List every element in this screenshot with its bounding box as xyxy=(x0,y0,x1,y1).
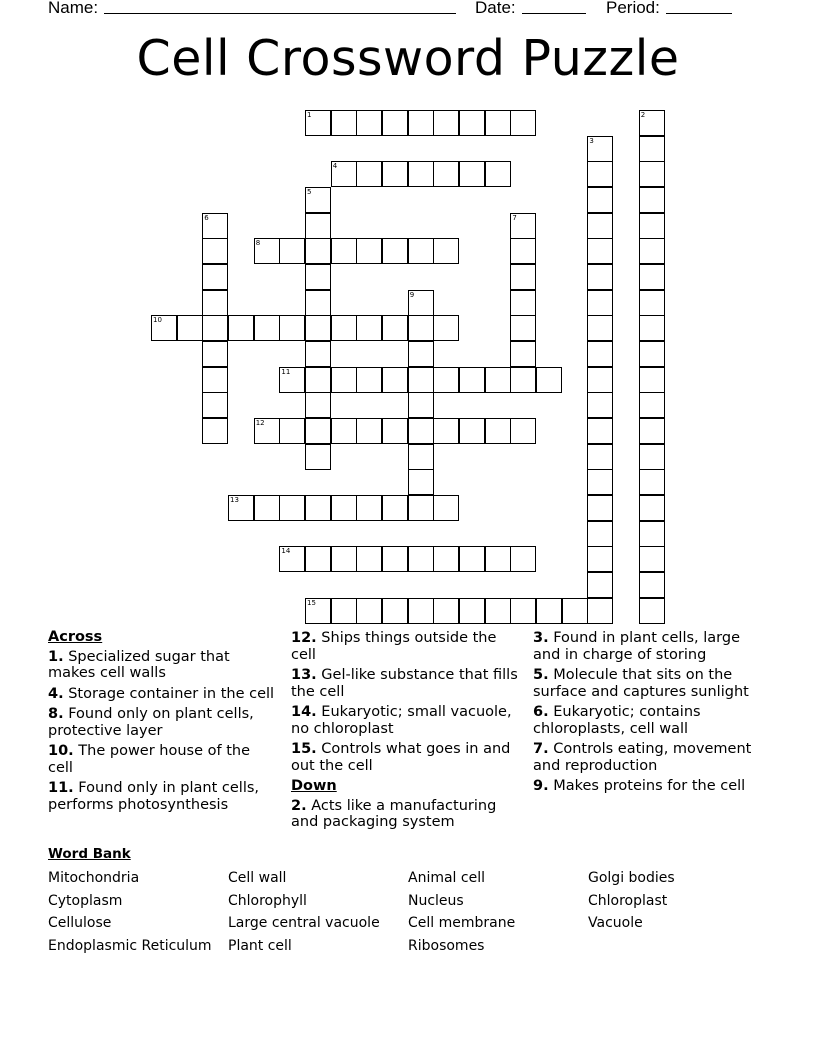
crossword-cell[interactable] xyxy=(459,367,485,393)
crossword-cell[interactable] xyxy=(639,187,665,213)
word-bank-column-1 xyxy=(48,867,212,957)
crossword-cell[interactable] xyxy=(356,598,382,624)
crossword-cell[interactable] xyxy=(408,341,434,367)
clue-across-15: 15. Controls what goes in and out the cell xyxy=(291,741,511,774)
crossword-cell[interactable] xyxy=(510,264,536,290)
crossword-cell[interactable] xyxy=(587,598,613,624)
crossword-cell[interactable] xyxy=(331,238,357,264)
crossword-cell[interactable] xyxy=(639,161,665,187)
crossword-cell[interactable] xyxy=(408,495,434,521)
crossword-cell[interactable] xyxy=(305,367,331,393)
crossword-cell[interactable] xyxy=(639,341,665,367)
crossword-cell[interactable] xyxy=(587,290,613,316)
word-bank-item: Plant cell xyxy=(228,937,292,954)
crossword-cell[interactable] xyxy=(305,495,331,521)
crossword-cell[interactable] xyxy=(587,444,613,470)
word-bank-item: Ribosomes xyxy=(408,937,485,954)
crossword-cell[interactable] xyxy=(433,495,459,521)
crossword-cell[interactable] xyxy=(536,598,562,624)
crossword-cell[interactable] xyxy=(587,161,613,187)
across-heading: Across xyxy=(48,629,103,645)
crossword-cell[interactable] xyxy=(587,418,613,444)
crossword-cell[interactable] xyxy=(382,367,408,393)
crossword-cell[interactable] xyxy=(305,341,331,367)
crossword-cell[interactable] xyxy=(305,598,331,624)
clue-number: 15 xyxy=(307,598,316,607)
crossword-cell[interactable] xyxy=(202,418,228,444)
crossword-cell[interactable] xyxy=(433,315,459,341)
crossword-cell[interactable] xyxy=(408,444,434,470)
crossword-cell[interactable] xyxy=(305,418,331,444)
crossword-cell[interactable] xyxy=(587,264,613,290)
crossword-cell[interactable] xyxy=(382,598,408,624)
crossword-cell[interactable] xyxy=(408,392,434,418)
crossword-cell[interactable] xyxy=(587,495,613,521)
crossword-cell[interactable] xyxy=(331,546,357,572)
crossword-cell[interactable] xyxy=(510,110,536,136)
crossword-cell[interactable] xyxy=(639,110,665,136)
crossword-cell[interactable] xyxy=(331,315,357,341)
clues-column-2 xyxy=(291,630,519,835)
crossword-cell[interactable] xyxy=(305,238,331,264)
crossword-cell[interactable] xyxy=(382,110,408,136)
clue-down-9: 9. Makes proteins for the cell xyxy=(533,778,746,794)
crossword-cell[interactable] xyxy=(202,290,228,316)
crossword-cell[interactable] xyxy=(408,418,434,444)
crossword-cell[interactable] xyxy=(639,213,665,239)
crossword-cell[interactable] xyxy=(279,315,305,341)
crossword-cell[interactable] xyxy=(408,110,434,136)
crossword-cell[interactable] xyxy=(433,161,459,187)
date-label: Date: xyxy=(475,0,516,17)
clue-across-1: 1. Specialized sugar that makes cell walls xyxy=(48,648,230,681)
crossword-cell[interactable] xyxy=(408,315,434,341)
clue-down-2: 2. Acts like a manufacturing and packaging system xyxy=(291,797,497,830)
clue-number: 8 xyxy=(255,239,261,248)
word-bank-item: Cell membrane xyxy=(408,915,516,931)
crossword-cell[interactable] xyxy=(279,367,305,393)
clue-down-7: 7. Controls eating, movement and reproduction xyxy=(533,741,752,774)
crossword-cell[interactable] xyxy=(459,418,485,444)
crossword-cell[interactable] xyxy=(639,264,665,290)
crossword-cell[interactable] xyxy=(639,367,665,393)
crossword-cell[interactable] xyxy=(510,213,536,239)
down-heading: Down xyxy=(291,778,337,794)
crossword-cell[interactable] xyxy=(356,238,382,264)
crossword-cell[interactable] xyxy=(587,469,613,495)
crossword-cell[interactable] xyxy=(459,546,485,572)
crossword-cell[interactable] xyxy=(510,418,536,444)
crossword-cell[interactable] xyxy=(408,290,434,316)
crossword-cell[interactable] xyxy=(433,110,459,136)
crossword-cell[interactable] xyxy=(382,315,408,341)
crossword-cell[interactable] xyxy=(639,392,665,418)
crossword-cell[interactable] xyxy=(587,572,613,598)
crossword-cell[interactable] xyxy=(587,392,613,418)
crossword-cell[interactable] xyxy=(639,136,665,162)
word-bank-item: Vacuole xyxy=(588,915,643,931)
clue-across-14: 14. Eukaryotic; small vacuole, no chloroplast xyxy=(291,704,512,737)
crossword-cell[interactable] xyxy=(305,187,331,213)
crossword-cell[interactable] xyxy=(254,238,280,264)
crossword-cell[interactable] xyxy=(202,341,228,367)
crossword-cell[interactable] xyxy=(639,290,665,316)
clue-number: 2 xyxy=(640,111,646,119)
crossword-cell[interactable] xyxy=(305,110,331,136)
crossword-cell[interactable] xyxy=(639,598,665,624)
crossword-cell[interactable] xyxy=(382,546,408,572)
crossword-cell[interactable] xyxy=(356,161,382,187)
clue-number: 5 xyxy=(307,188,312,196)
crossword-cell[interactable] xyxy=(587,546,613,572)
crossword-cell[interactable] xyxy=(356,495,382,521)
crossword-cell[interactable] xyxy=(485,161,511,187)
clue-down-3: 3. Found in plant cells, large and in charge of storing xyxy=(533,630,741,663)
clue-number: 11 xyxy=(281,367,291,376)
crossword-cell[interactable] xyxy=(305,290,331,316)
clue-across-10: 10. The power house of the cell xyxy=(48,743,251,776)
crossword-cell[interactable] xyxy=(639,315,665,341)
crossword-cell[interactable] xyxy=(587,213,613,239)
crossword-cell[interactable] xyxy=(433,238,459,264)
word-bank-title: Word Bank xyxy=(48,846,131,862)
crossword-cell[interactable] xyxy=(202,367,228,393)
crossword-cell[interactable] xyxy=(485,598,511,624)
word-bank-item: Nucleus xyxy=(408,892,464,909)
crossword-cell[interactable] xyxy=(331,418,357,444)
crossword-cell[interactable] xyxy=(459,598,485,624)
crossword-cell[interactable] xyxy=(587,341,613,367)
crossword-cell[interactable] xyxy=(305,315,331,341)
crossword-cell[interactable] xyxy=(639,469,665,495)
clue-number: 9 xyxy=(409,290,415,299)
crossword-cell[interactable] xyxy=(305,264,331,290)
crossword-cell[interactable] xyxy=(408,598,434,624)
crossword-cell[interactable] xyxy=(639,238,665,264)
crossword-cell[interactable] xyxy=(356,546,382,572)
crossword-cell[interactable] xyxy=(510,290,536,316)
clue-number: 3 xyxy=(589,136,594,145)
crossword-cell[interactable] xyxy=(382,495,408,521)
crossword-cell[interactable] xyxy=(177,315,203,341)
clue-down-6: 6. Eukaryotic; contains chloroplasts, cell wall xyxy=(533,704,701,737)
crossword-cell[interactable] xyxy=(331,161,357,187)
crossword-cell[interactable] xyxy=(433,546,459,572)
crossword-cell[interactable] xyxy=(433,598,459,624)
crossword-cell[interactable] xyxy=(228,315,254,341)
clue-across-12: 12. Ships things outside the cell xyxy=(291,630,497,663)
crossword-cell[interactable] xyxy=(305,444,331,470)
crossword-cell[interactable] xyxy=(202,315,228,341)
clue-across-8: 8. Found only on plant cells, protective layer xyxy=(48,706,254,739)
crossword-cell[interactable] xyxy=(510,315,536,341)
word-bank-column-4 xyxy=(588,867,675,935)
crossword-cell[interactable] xyxy=(382,418,408,444)
word-bank-item: Cytoplasm xyxy=(48,892,123,909)
crossword-cell[interactable] xyxy=(587,315,613,341)
word-bank-item: Animal cell xyxy=(408,870,485,886)
period-label: Period: xyxy=(606,0,660,17)
word-bank-item: Large central vacuole xyxy=(228,915,380,931)
word-bank-item: Mitochondria xyxy=(48,870,140,886)
crossword-cell[interactable] xyxy=(331,110,357,136)
clues-column-1 xyxy=(48,629,276,817)
crossword-cell[interactable] xyxy=(279,546,305,572)
crossword-cell[interactable] xyxy=(331,495,357,521)
crossword-cell[interactable] xyxy=(382,238,408,264)
crossword-cell[interactable] xyxy=(279,238,305,264)
crossword-cell[interactable] xyxy=(562,598,588,624)
word-bank-item: Cell wall xyxy=(228,870,287,886)
crossword-cell[interactable] xyxy=(639,495,665,521)
crossword-cell[interactable] xyxy=(408,367,434,393)
clue-number: 13 xyxy=(230,496,239,505)
crossword-cell[interactable] xyxy=(587,238,613,264)
crossword-cell[interactable] xyxy=(510,367,536,393)
crossword-cell[interactable] xyxy=(254,418,280,444)
crossword-cell[interactable] xyxy=(202,238,228,264)
clue-number: 14 xyxy=(281,547,291,556)
crossword-cell[interactable] xyxy=(356,110,382,136)
crossword-cell[interactable] xyxy=(305,392,331,418)
crossword-cell[interactable] xyxy=(639,418,665,444)
crossword-cell[interactable] xyxy=(433,367,459,393)
crossword-cell[interactable] xyxy=(510,341,536,367)
word-bank-item: Golgi bodies xyxy=(588,870,675,886)
crossword-cell[interactable] xyxy=(408,546,434,572)
crossword-cell[interactable] xyxy=(510,546,536,572)
crossword-cell[interactable] xyxy=(356,315,382,341)
crossword-cell[interactable] xyxy=(356,367,382,393)
crossword-cell[interactable] xyxy=(279,418,305,444)
crossword-cell[interactable] xyxy=(510,598,536,624)
crossword-cell[interactable] xyxy=(254,315,280,341)
crossword-cell[interactable] xyxy=(587,367,613,393)
name-label: Name: xyxy=(48,0,99,17)
clue-number: 10 xyxy=(153,316,162,325)
crossword-cell[interactable] xyxy=(305,546,331,572)
crossword-cell[interactable] xyxy=(151,315,177,341)
crossword-cell[interactable] xyxy=(587,136,613,162)
crossword-cell[interactable] xyxy=(202,213,228,239)
crossword-cell[interactable] xyxy=(408,238,434,264)
crossword-cell[interactable] xyxy=(639,546,665,572)
word-bank-column-3 xyxy=(408,867,515,957)
clue-across-13: 13. Gel-like substance that fills the cell xyxy=(291,667,518,700)
crossword-cell[interactable] xyxy=(459,110,485,136)
word-bank-item: Chlorophyll xyxy=(228,892,307,909)
crossword-cell[interactable] xyxy=(485,367,511,393)
crossword-cell[interactable] xyxy=(459,161,485,187)
crossword-cell[interactable] xyxy=(587,187,613,213)
word-bank-column-2 xyxy=(228,867,380,957)
clue-number: 12 xyxy=(255,419,265,427)
crossword-cell[interactable] xyxy=(305,213,331,239)
crossword-cell[interactable] xyxy=(382,161,408,187)
crossword-cell[interactable] xyxy=(639,572,665,598)
crossword-cell[interactable] xyxy=(433,418,459,444)
page-title: Cell Crossword Puzzle xyxy=(136,30,680,87)
word-bank-item: Chloroplast xyxy=(588,892,668,909)
crossword-cell[interactable] xyxy=(485,110,511,136)
clue-number: 4 xyxy=(332,162,338,171)
crossword-cell[interactable] xyxy=(202,392,228,418)
crossword-cell[interactable] xyxy=(331,598,357,624)
crossword-cell[interactable] xyxy=(510,238,536,264)
crossword-cell[interactable] xyxy=(228,495,254,521)
clue-number: 6 xyxy=(204,213,209,222)
crossword-cell[interactable] xyxy=(331,367,357,393)
word-bank-item: Endoplasmic Reticulum xyxy=(48,937,212,954)
crossword-cell[interactable] xyxy=(408,161,434,187)
clue-number: 1 xyxy=(307,111,312,119)
crossword-cell[interactable] xyxy=(485,546,511,572)
clue-number: 7 xyxy=(512,213,517,222)
clue-down-5: 5. Molecule that sits on the surface and captures sunlight xyxy=(533,667,749,700)
clue-across-4: 4. Storage container in the cell xyxy=(48,685,275,702)
crossword-cell[interactable] xyxy=(408,469,434,495)
crossword-cell[interactable] xyxy=(639,444,665,470)
crossword-cell[interactable] xyxy=(279,495,305,521)
crossword-cell[interactable] xyxy=(536,367,562,393)
clues-column-3 xyxy=(533,630,769,799)
crossword-cell[interactable] xyxy=(254,495,280,521)
word-bank-item: Cellulose xyxy=(48,915,112,931)
clue-across-11: 11. Found only in plant cells, performs photosynthesis xyxy=(48,780,260,813)
crossword-cell[interactable] xyxy=(485,418,511,444)
crossword-cell[interactable] xyxy=(639,521,665,547)
crossword-cell[interactable] xyxy=(587,521,613,547)
crossword-cell[interactable] xyxy=(202,264,228,290)
crossword-cell[interactable] xyxy=(356,418,382,444)
